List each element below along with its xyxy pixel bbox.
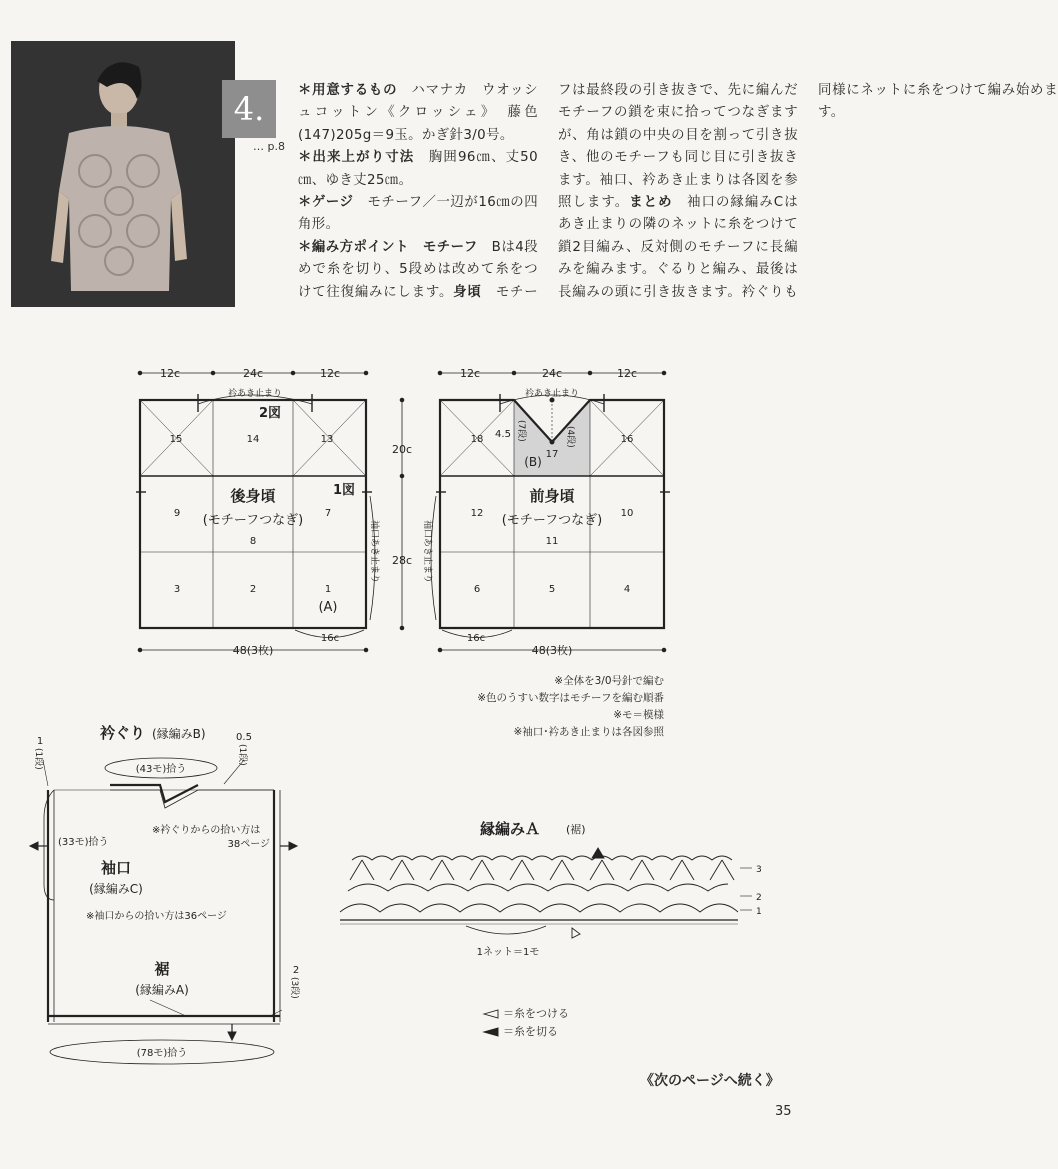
gauge-text: モチーフ／一辺が16㎝の四角形。 — [298, 195, 538, 233]
back-body-labels — [160, 367, 381, 657]
hem-rows-n: 2 — [292, 965, 300, 976]
front-sleeve-open: 袖口あき止まり — [422, 520, 432, 584]
front-motif-6: 6 — [473, 584, 481, 595]
front-motif-18: 18 — [470, 434, 484, 445]
neck-title: 衿ぐり — [100, 724, 146, 742]
neck-edge: (縁編みB) — [152, 727, 206, 741]
edging-labels — [477, 820, 762, 958]
note-1: ※全体を3/0号針で編む — [554, 675, 664, 687]
neck-rows-left-n: 1 — [36, 736, 44, 747]
pattern-number-badge: 4. — [222, 80, 276, 138]
neck-pick: (43モ)拾う — [135, 764, 187, 775]
legend-attach: ＝糸をつける — [503, 1007, 569, 1020]
neck-rows-right-n: 0.5 — [236, 732, 252, 743]
front-motif-4: 4 — [623, 584, 631, 595]
front-dim-left: 12c — [459, 367, 481, 380]
hem-title: 裾 — [154, 960, 170, 978]
front-motif-16: 16 — [620, 434, 634, 445]
back-motif-1: 1 — [324, 584, 332, 595]
page-number: 35 — [775, 1104, 792, 1119]
back-width: 48(3枚) — [232, 644, 274, 657]
continued-label: 《次のページへ続く》 — [640, 1073, 780, 1089]
edging-sub: (裾) — [566, 823, 586, 836]
edging-row-1: 1 — [756, 907, 762, 917]
materials-text: ハマナカ ウオッシュコットン《クロッシェ》 藤色(147)205g＝9玉。かぎ針3/0号。 — [298, 83, 538, 143]
edging-row-2: 2 — [756, 893, 762, 903]
back-motif-14: 14 — [246, 434, 260, 445]
neck-note-2: 38ページ — [227, 839, 270, 850]
front-b-label: (B) — [524, 455, 542, 469]
front-motif-17: 17 — [545, 449, 559, 460]
front-depth-45: 4.5 — [495, 429, 511, 440]
note-2: ※色のうすい数字はモチーフを編む順番 — [477, 692, 664, 704]
legend — [485, 1005, 569, 1041]
hem-rows-u: (3段) — [289, 977, 299, 999]
neck-rows-left-u: (1段) — [33, 748, 43, 770]
front-motif-12: 12 — [470, 508, 484, 519]
back-body-diagram — [136, 371, 375, 652]
cuff-edge: (縁編みC) — [89, 882, 143, 896]
cuff-title: 袖口 — [100, 859, 132, 877]
edging-title: 縁編みＡ — [480, 820, 541, 838]
height-dimension — [400, 398, 404, 630]
front-subtitle: (モチーフつなぎ) — [501, 513, 603, 528]
front-body-diagram — [431, 371, 670, 652]
finish-heading: まとめ — [629, 195, 673, 211]
notes — [420, 673, 664, 741]
back-motif-9: 9 — [173, 508, 181, 519]
front-dim-mid: 24c — [541, 367, 563, 380]
assembly-labels — [33, 724, 300, 1059]
cuff-pick: (33モ)拾う — [58, 837, 109, 848]
back-neck-stop: 衿あき止まり — [227, 389, 283, 399]
front-title: 前身頃 — [529, 487, 575, 505]
back-fig2-label: 2図 — [258, 406, 282, 421]
front-width: 48(3枚) — [531, 644, 573, 657]
legend-cut: ＝糸を切る — [503, 1025, 558, 1038]
points-heading: ＊編み方ポイント モチーフ — [298, 239, 478, 255]
back-sleeve-open: 袖口あき止まり — [369, 520, 379, 584]
back-motif-3: 3 — [173, 584, 181, 595]
front-rows-4: (4段) — [565, 426, 575, 448]
body-text: モチーフは最終段の引き抜きで、先に編んだモチーフの鎖を束に拾ってつなぎますが、角は鎖の中央の目を割って引き抜き、他のモチーフも同じ目に引き抜きます。袖口、衿あき止まりは各図を参照します。 — [495, 83, 798, 300]
neck-rows-right-u: (1段) — [237, 744, 247, 766]
note-3: ※モ＝模様 — [613, 709, 664, 721]
size-text: 胸囲96㎝、丈50㎝、ゆき丈25㎝。 — [298, 150, 538, 188]
note-4: ※袖口･衿あき止まりは各図参照 — [513, 726, 664, 738]
size-heading: ＊出来上がり寸法 — [298, 150, 415, 166]
cuff-note: ※袖口からの拾い方は36ページ — [86, 911, 227, 922]
gauge-heading: ＊ゲージ — [298, 195, 354, 211]
points-text: Bは4段めで糸を切り、5段めは改めて糸をつけて往復編みにします。 — [298, 239, 539, 300]
back-dim-left: 12c — [159, 367, 181, 380]
hem-pick: (78モ)拾う — [136, 1048, 188, 1059]
back-motif-8: 8 — [249, 536, 257, 547]
materials-heading: ＊用意するもの — [298, 83, 398, 98]
body-heading: 身頃 — [453, 284, 482, 300]
edging-row-3: 3 — [756, 865, 762, 875]
edging-repeat: 1ネット＝1モ — [476, 947, 540, 958]
neck-note-1: ※衿ぐりからの拾い方は — [152, 825, 261, 836]
back-fig1-label: 1図 — [332, 483, 356, 498]
front-bottom-16: 16c — [466, 633, 486, 644]
back-subtitle: (モチーフつなぎ) — [202, 513, 304, 528]
hem-edge: (縁編みA) — [135, 983, 189, 997]
page-reference: … p.8 — [253, 140, 285, 153]
front-motif-10: 10 — [620, 508, 634, 519]
front-dim-right: 12c — [616, 367, 638, 380]
front-body-labels — [422, 367, 637, 657]
height-bottom: 28c — [391, 554, 413, 567]
back-motif-2: 2 — [249, 584, 257, 595]
back-bottom-16: 16c — [320, 633, 340, 644]
back-dim-mid: 24c — [242, 367, 264, 380]
back-title: 後身頃 — [230, 487, 276, 505]
back-motif-15: 15 — [169, 434, 183, 445]
back-a-label: (A) — [318, 600, 338, 615]
front-neck-stop: 衿あき止まり — [524, 389, 580, 399]
back-motif-7: 7 — [324, 508, 332, 519]
height-top: 20c — [391, 443, 413, 456]
back-motif-13: 13 — [320, 434, 334, 445]
front-rows-7: (7段) — [516, 420, 526, 442]
edging-stitch-chart — [340, 848, 752, 938]
front-motif-5: 5 — [548, 584, 556, 595]
front-motif-11: 11 — [545, 536, 559, 547]
back-dim-right: 12c — [319, 367, 341, 380]
finish-text: 袖口の縁編みCはあき止まりの隣のネットに糸をつけて鎖2目編み、反対側のモチーフに長編みを編みます。ぐるりと編み、最後は長編みの頭に引き抜きます。衿ぐりも同様にネットに糸をつけて編み始めます。 — [558, 83, 1058, 300]
